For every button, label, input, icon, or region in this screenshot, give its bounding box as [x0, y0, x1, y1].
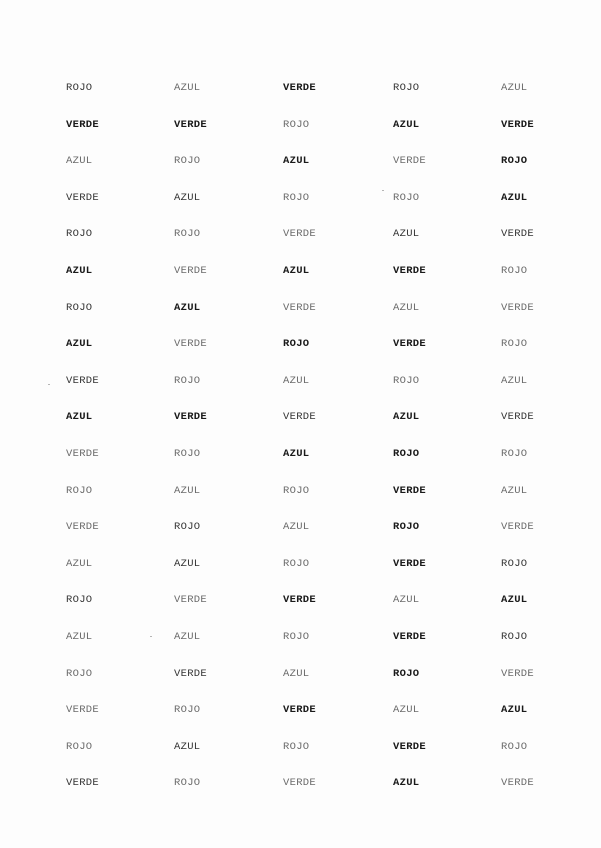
word-cell: VERDE — [174, 338, 208, 351]
word-cell: AZUL — [501, 82, 528, 94]
word-row — [66, 117, 566, 154]
word-cell: VERDE — [501, 777, 535, 790]
word-cell: VERDE — [393, 338, 427, 351]
word-cell: VERDE — [283, 777, 317, 790]
word-row — [66, 190, 566, 227]
word-cell: AZUL — [174, 740, 201, 753]
word-cell: ROJO — [501, 630, 528, 643]
word-cell: VERDE — [66, 521, 100, 534]
word-cell: ROJO — [66, 594, 93, 607]
word-cell: ROJO — [393, 667, 420, 680]
word-cell: AZUL — [501, 594, 528, 607]
word-cell: AZUL — [66, 630, 93, 643]
word-cell: ROJO — [66, 82, 93, 94]
word-cell: ROJO — [66, 740, 93, 753]
word-row — [66, 446, 566, 483]
scan-speck — [48, 384, 50, 385]
word-row — [66, 80, 566, 117]
word-cell: VERDE — [66, 447, 100, 460]
word-cell: VERDE — [283, 411, 317, 424]
word-cell: VERDE — [174, 667, 208, 680]
word-cell: ROJO — [501, 338, 528, 351]
word-row — [66, 336, 566, 373]
word-cell: VERDE — [501, 228, 535, 241]
word-cell: ROJO — [393, 374, 420, 387]
word-cell: VERDE — [501, 667, 535, 680]
word-cell: AZUL — [174, 557, 201, 570]
word-row — [66, 775, 566, 812]
word-cell: ROJO — [66, 484, 93, 497]
word-row — [66, 519, 566, 556]
word-cell: ROJO — [174, 777, 201, 790]
word-cell: ROJO — [66, 667, 93, 680]
word-cell: AZUL — [283, 521, 310, 534]
word-grid — [66, 80, 566, 812]
word-cell: AZUL — [174, 484, 201, 497]
word-cell: ROJO — [283, 191, 310, 204]
word-cell: AZUL — [501, 374, 528, 387]
word-cell: VERDE — [283, 82, 317, 94]
word-cell: VERDE — [66, 374, 100, 387]
word-cell: VERDE — [174, 594, 208, 607]
word-row — [66, 373, 566, 410]
word-cell: ROJO — [501, 155, 528, 168]
word-cell: VERDE — [393, 155, 427, 168]
word-cell: ROJO — [501, 447, 528, 460]
word-cell: AZUL — [393, 228, 420, 241]
word-cell: AZUL — [283, 447, 310, 460]
word-cell: VERDE — [283, 301, 317, 314]
word-row — [66, 592, 566, 629]
word-cell: ROJO — [174, 704, 201, 717]
word-cell: AZUL — [174, 301, 201, 314]
word-cell: ROJO — [174, 447, 201, 460]
word-cell: AZUL — [501, 191, 528, 204]
word-row — [66, 556, 566, 593]
word-cell: AZUL — [66, 411, 93, 424]
word-cell: VERDE — [283, 704, 317, 717]
word-cell: VERDE — [66, 118, 100, 131]
word-cell: AZUL — [393, 411, 420, 424]
scan-speck — [382, 190, 384, 191]
word-cell: VERDE — [501, 411, 535, 424]
word-cell: ROJO — [66, 301, 93, 314]
word-cell: ROJO — [283, 118, 310, 131]
word-cell: VERDE — [393, 484, 427, 497]
word-cell: VERDE — [174, 411, 208, 424]
word-cell: AZUL — [283, 374, 310, 387]
word-cell: AZUL — [66, 338, 93, 351]
word-row — [66, 153, 566, 190]
word-row — [66, 226, 566, 263]
word-cell: ROJO — [283, 338, 310, 351]
word-cell: ROJO — [393, 521, 420, 534]
word-cell: ROJO — [174, 155, 201, 168]
word-cell: ROJO — [174, 521, 201, 534]
word-row — [66, 702, 566, 739]
word-row — [66, 300, 566, 337]
word-cell: VERDE — [393, 740, 427, 753]
word-cell: AZUL — [66, 557, 93, 570]
word-cell: ROJO — [501, 740, 528, 753]
word-cell: ROJO — [283, 630, 310, 643]
word-cell: ROJO — [283, 557, 310, 570]
word-cell: VERDE — [501, 521, 535, 534]
word-cell: VERDE — [283, 228, 317, 241]
word-cell: ROJO — [393, 447, 420, 460]
scan-speck — [150, 636, 152, 637]
word-row — [66, 409, 566, 446]
word-cell: AZUL — [283, 264, 310, 277]
word-cell: VERDE — [66, 704, 100, 717]
word-cell: AZUL — [393, 594, 420, 607]
word-cell: AZUL — [393, 777, 420, 790]
word-cell: VERDE — [174, 264, 208, 277]
word-cell: VERDE — [393, 630, 427, 643]
word-row — [66, 629, 566, 666]
word-cell: VERDE — [283, 594, 317, 607]
word-cell: ROJO — [66, 228, 93, 241]
word-row — [66, 263, 566, 300]
word-cell: ROJO — [283, 740, 310, 753]
word-cell: AZUL — [283, 667, 310, 680]
word-cell: VERDE — [66, 191, 100, 204]
word-row — [66, 739, 566, 776]
word-cell: ROJO — [393, 191, 420, 204]
word-cell: AZUL — [393, 704, 420, 717]
word-cell: ROJO — [174, 228, 201, 241]
word-cell: AZUL — [174, 191, 201, 204]
word-cell: AZUL — [66, 264, 93, 277]
word-cell: ROJO — [174, 374, 201, 387]
word-cell: AZUL — [174, 630, 201, 643]
word-cell: VERDE — [393, 264, 427, 277]
word-cell: AZUL — [501, 704, 528, 717]
word-cell: ROJO — [393, 82, 420, 94]
word-cell: AZUL — [393, 118, 420, 131]
word-cell: VERDE — [393, 557, 427, 570]
word-row — [66, 666, 566, 703]
word-cell: AZUL — [174, 82, 201, 94]
word-cell: VERDE — [501, 118, 535, 131]
word-cell: AZUL — [393, 301, 420, 314]
word-row — [66, 483, 566, 520]
word-cell: ROJO — [501, 557, 528, 570]
word-cell: ROJO — [501, 264, 528, 277]
word-cell: VERDE — [501, 301, 535, 314]
word-cell: VERDE — [66, 777, 100, 790]
word-cell: AZUL — [66, 155, 93, 168]
word-cell: AZUL — [501, 484, 528, 497]
word-cell: ROJO — [283, 484, 310, 497]
word-cell: VERDE — [174, 118, 208, 131]
word-cell: AZUL — [283, 155, 310, 168]
